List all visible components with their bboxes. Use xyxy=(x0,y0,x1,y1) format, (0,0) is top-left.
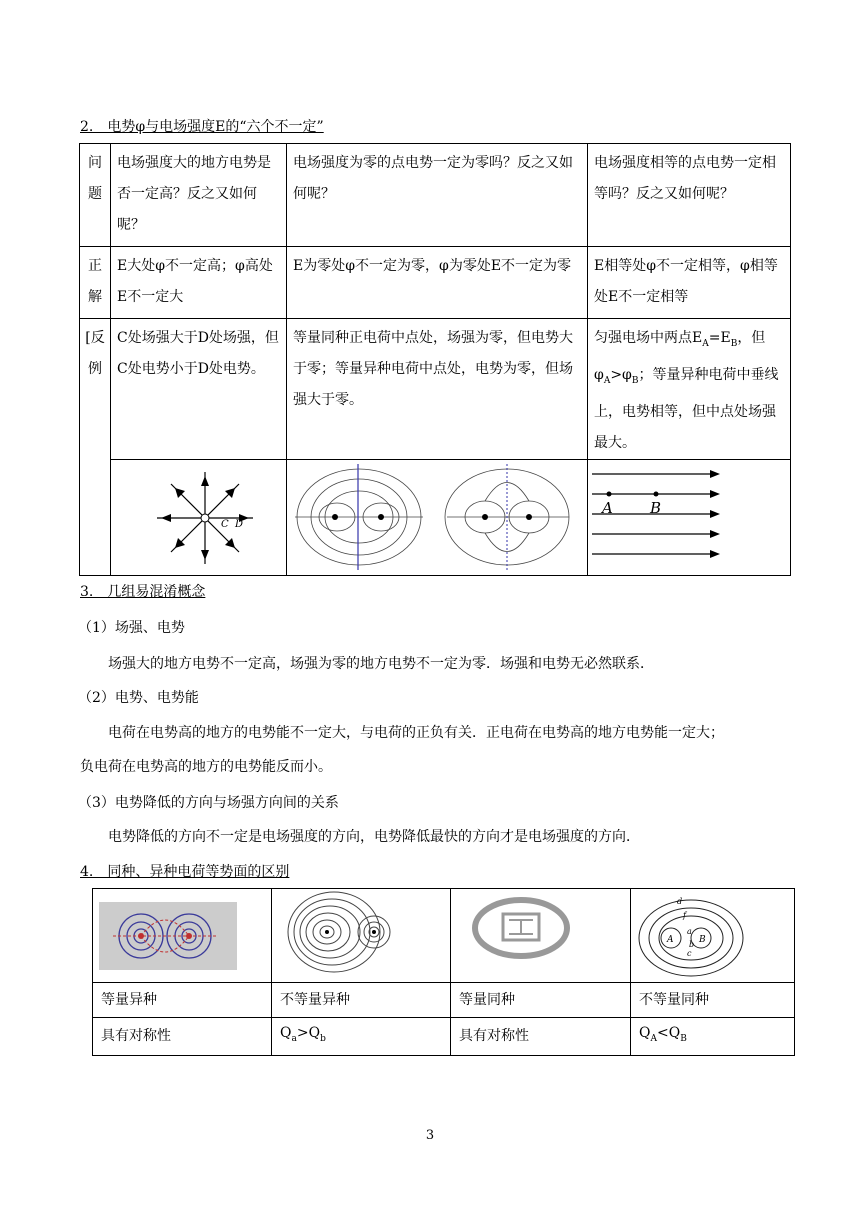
radial-field-figure xyxy=(111,460,286,574)
question-cell-2: 电场强度为零的点电势一定为零吗？反之又如何呢？ xyxy=(287,144,588,247)
label-c: c xyxy=(687,948,692,958)
counter-cell-2: 等量同种正电荷中点处，场强为零，但电势大于零；等量异种电荷中点处，电势为零，但场强大于零。 xyxy=(287,319,588,460)
potential-field-table xyxy=(79,143,791,576)
label-C: C xyxy=(221,518,229,530)
equal-like-figure xyxy=(451,890,630,982)
label-A: A xyxy=(602,498,613,517)
type-unequal-like: 不等量同种 xyxy=(631,983,795,1018)
figure-cell-radial xyxy=(111,459,287,575)
section-4-heading: 4. 同种、异种电荷等势面的区别 xyxy=(80,864,290,880)
item-2-title: （2）电势、电势能 xyxy=(78,690,199,706)
type-equal-opposite: 等量异种 xyxy=(93,983,272,1018)
label-D: D xyxy=(235,518,244,530)
question-cell-1: 电场强度大的地方电势是否一定高？反之又如何呢？ xyxy=(111,144,287,247)
answer-cell-3: E相等处φ不一定相等，φ相等处E不一定相等 xyxy=(588,247,791,319)
uniform-field-figure xyxy=(588,460,790,574)
dipole-field-figures xyxy=(287,460,587,574)
prop-unequal-like: $Q_A<Q_B$ xyxy=(631,1018,795,1056)
item-2-text: 电荷在电势高的地方的电势能不一定大，与电荷的正负有关．正电荷在电势高的地方电势能一定大； xyxy=(108,725,724,741)
counterexample-label: [反例 xyxy=(85,330,105,377)
prop-unequal-opposite: $Q_a>Q_b$ xyxy=(272,1018,451,1056)
prop-equal-like: 具有对称性 xyxy=(451,1018,631,1056)
type-unequal-opposite: 不等量异种 xyxy=(272,983,451,1018)
page-number: 3 xyxy=(425,1128,435,1143)
item-1-text: 场强大的地方电势不一定高，场强为零的地方电势不一定为零．场强和电势无必然联系． xyxy=(108,656,654,672)
row-label-answer: 正解 xyxy=(80,247,111,319)
equipotential-table xyxy=(92,888,795,1056)
item-2-text-cont: 负电荷在电势高的地方的电势能反而小。 xyxy=(80,759,332,775)
label-b: b xyxy=(689,939,695,949)
unequal-opposite-figure xyxy=(272,890,450,982)
fig-cell-equal-opposite xyxy=(93,889,272,983)
type-equal-like: 等量同种 xyxy=(451,983,631,1018)
section-2-heading: 2. 电势φ与电场强度E的“六个不一定” xyxy=(80,119,324,135)
fig-cell-unequal-like xyxy=(631,889,795,983)
item-3-text: 电势降低的方向不一定是电场强度的方向，电势降低最快的方向才是电场强度的方向． xyxy=(108,829,640,845)
counter-cell-1: C处场强大于D处场强，但C处电势小于D处电势。 xyxy=(111,319,287,460)
fig-cell-equal-like xyxy=(451,889,631,983)
answer-cell-2: E为零处φ不一定为零，φ为零处E不一定为零 xyxy=(287,247,588,319)
item-1-title: （1）场强、电势 xyxy=(78,620,185,636)
figure-cell-uniform xyxy=(588,459,791,575)
section-3-heading: 3. 几组易混淆概念 xyxy=(80,584,206,600)
prop-equal-opposite: 具有对称性 xyxy=(93,1018,272,1056)
fig-cell-unequal-opposite xyxy=(272,889,451,983)
unequal-like-figure xyxy=(631,890,794,982)
answer-cell-1: E大处φ不一定高；φ高处E不一定大 xyxy=(111,247,287,319)
label-f: f xyxy=(683,910,686,920)
equal-opposite-figure xyxy=(93,890,271,982)
label-A-small: A xyxy=(667,934,674,945)
label-B: B xyxy=(650,498,662,517)
label-a: a xyxy=(687,926,692,936)
label-B-small: B xyxy=(699,934,706,945)
item-3-title: （3）电势降低的方向与场强方向间的关系 xyxy=(78,795,339,811)
row-label-counterexample xyxy=(80,319,111,576)
label-d: d xyxy=(677,896,683,906)
question-cell-3: 电场强度相等的点电势一定相等吗？反之又如何呢？ xyxy=(588,144,791,247)
row-label-question: 问题 xyxy=(80,144,111,247)
figure-cell-dipoles xyxy=(287,459,588,575)
counter-cell-3: 匀强电场中两点$E_A=E_B$，但 $\varphi_A>\varphi_B$；等量异种电荷中垂线上，电势相等，但中点处场强最大。 xyxy=(588,319,791,460)
